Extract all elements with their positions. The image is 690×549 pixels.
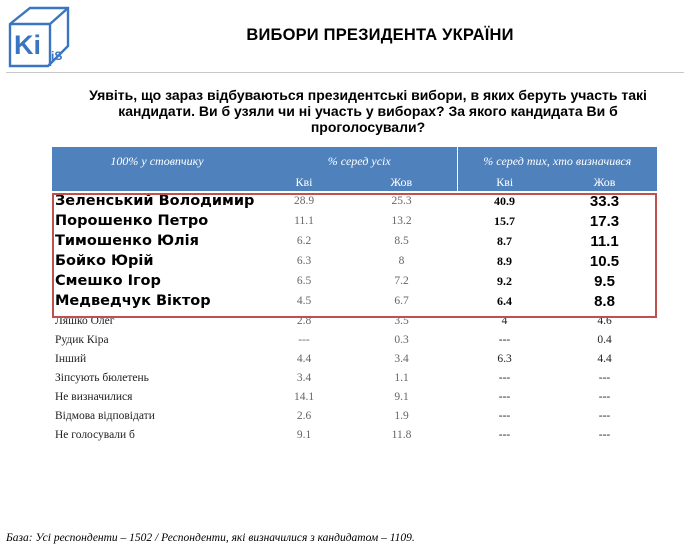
cell: 6.3 [497, 352, 512, 365]
cell: 10.5 [589, 252, 620, 270]
cell: 6.4 [497, 293, 512, 308]
cell: 0.3 [394, 333, 409, 346]
cell: 28.9 [293, 195, 315, 207]
table-row [52, 368, 657, 387]
cell: 8.5 [394, 235, 409, 247]
option-name: Інший [55, 352, 87, 365]
cell: --- [498, 333, 511, 346]
option-name: Не визначилися [55, 390, 133, 403]
option-name: Рудик Кіра [55, 333, 109, 346]
cell: --- [598, 428, 611, 441]
option-name: Не голосували б [55, 428, 135, 441]
table-row [52, 349, 657, 368]
header-group-all: % серед усіх [262, 147, 457, 175]
candidate-name: Смешко Ігор [55, 273, 161, 289]
table-row [52, 425, 657, 444]
title-divider [6, 72, 684, 73]
cell: 6.3 [296, 255, 312, 267]
cell: 7.2 [394, 275, 409, 287]
header-sub-col: Жов [346, 175, 457, 191]
footnote: База: Усі респонденти – 1502 / Респонденти, які визначилися з кандидатом – 1109. [6, 532, 415, 544]
table-header-row [52, 147, 657, 175]
cell: 25.3 [391, 195, 412, 207]
cell: 1.1 [394, 371, 409, 384]
table-row [52, 387, 657, 406]
cell: 4 [501, 314, 508, 327]
cell: 8.7 [497, 233, 512, 248]
header-sub-col: Жов [552, 175, 657, 191]
cell: 2.8 [296, 314, 312, 327]
cell: 3.4 [394, 352, 409, 365]
cell: 9.1 [394, 390, 409, 403]
cell: 4.4 [597, 352, 612, 365]
cell: 6.7 [394, 295, 409, 307]
candidate-name: Зеленський Володимир [55, 193, 255, 209]
candidate-name: Порошенко Петро [55, 213, 209, 229]
candidate-name: Бойко Юрій [55, 253, 154, 269]
logo-text-is: iS [51, 49, 63, 63]
cell: 15.7 [494, 213, 515, 228]
cell: 8.9 [497, 253, 512, 268]
table-row [52, 406, 657, 425]
cell: 4.5 [296, 295, 312, 307]
option-name: Зіпсують бюлетень [55, 371, 149, 384]
header-sub-empty [52, 175, 262, 191]
survey-question: Уявіть, що зараз відбуваються президентські вибори, в яких беруть участь такі кандидати. Ви б узяли чи ні участь у виборах? За якого кандидата Ви б проголосували? [89, 87, 647, 135]
cell: --- [298, 333, 310, 346]
cell: 17.3 [589, 212, 620, 230]
header-group-decided: % серед тих, хто визначився [457, 147, 657, 175]
cell: --- [498, 390, 511, 403]
cell: 9.2 [497, 273, 512, 288]
cell: --- [598, 390, 611, 403]
cell: 8.8 [594, 292, 615, 310]
highlight-box [52, 193, 657, 318]
cell: 4.6 [597, 314, 612, 327]
cell: 33.3 [589, 192, 620, 210]
header-sub-col: Кві [457, 175, 552, 191]
header-corner: 100% у стовпчику [52, 147, 262, 175]
cell: 13.2 [391, 215, 412, 227]
cell: 8 [398, 255, 405, 267]
cell: 9.5 [594, 272, 615, 290]
cell: 6.5 [296, 275, 312, 287]
cell: --- [598, 409, 611, 422]
table-subheader-row [52, 175, 657, 191]
cell: 3.5 [394, 314, 409, 327]
cell: 4.4 [296, 352, 312, 365]
cell: 11.8 [391, 428, 412, 441]
candidate-name: Тимошенко Юлія [55, 233, 199, 249]
cell: 3.4 [296, 371, 312, 384]
page-title: ВИБОРИ ПРЕЗИДЕНТА УКРАЇНИ [246, 26, 514, 44]
cell: --- [498, 409, 511, 422]
cell: --- [498, 428, 511, 441]
table-row [52, 330, 657, 349]
option-name: Відмова відповідати [55, 409, 155, 422]
option-name: Ляшко Олег [55, 314, 115, 327]
cell: 11.1 [294, 215, 314, 227]
cell: 14.1 [293, 390, 315, 403]
header-sub-col: Кві [262, 175, 346, 191]
cell: 0.4 [597, 333, 612, 346]
cell: 2.6 [296, 409, 312, 422]
candidate-name: Медведчук Віктор [55, 293, 211, 309]
cell: --- [498, 371, 511, 384]
logo-text-ki: Ki [14, 30, 41, 60]
cell: 40.9 [494, 193, 515, 208]
cell: 6.2 [296, 235, 312, 247]
cell: 1.9 [394, 409, 409, 422]
cell: --- [598, 371, 611, 384]
cell: 9.1 [296, 428, 312, 441]
cell: 11.1 [590, 232, 619, 250]
